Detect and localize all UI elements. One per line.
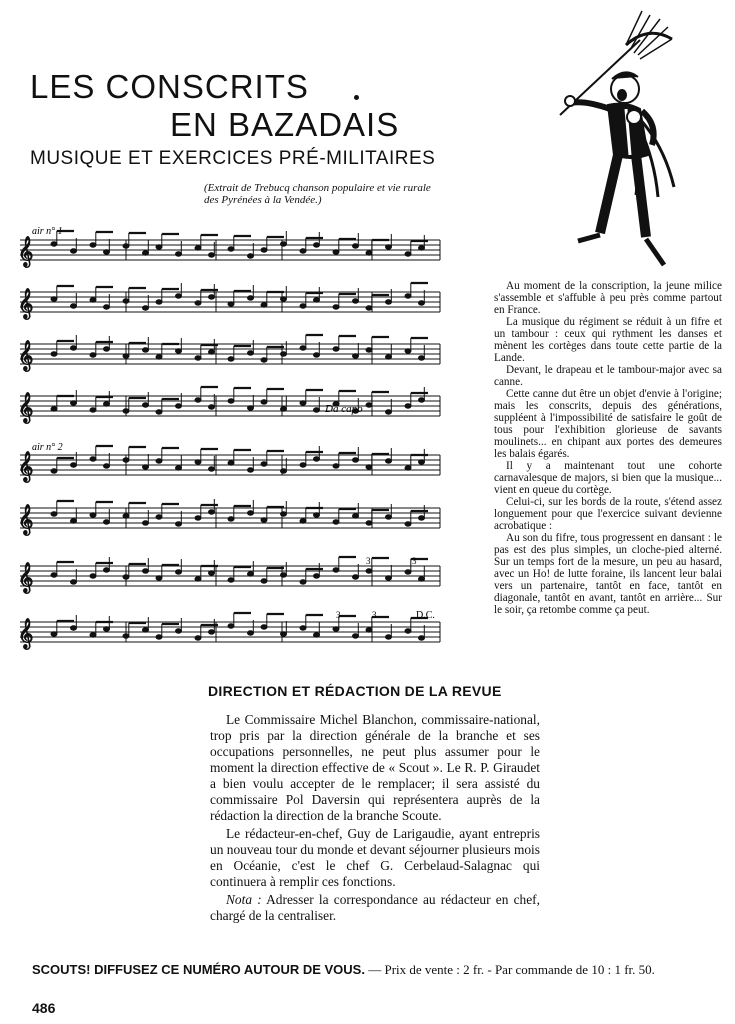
note-head xyxy=(248,406,254,410)
note-head xyxy=(228,624,234,628)
note-head xyxy=(90,633,96,637)
right-paragraph: La musique du régiment se réduit à un fifre et un tambour : ceux qui rythment les danses et mènent les cortèges dans toute cette partie de la Lande. xyxy=(494,316,722,364)
note-head xyxy=(300,304,306,308)
note-head xyxy=(333,464,339,468)
note-head xyxy=(333,305,339,309)
right-paragraph: Au son du fifre, tous progressent en dansant : le pas est des plus simples, un cloche-pied alterné. Sur un temps fort de la mesure, un peu au hasard, avec un Ho! de lutte foraine, ils lancent leur balai vers un partenaire, tantôt en face, tantôt en diagonale, tantôt en avant, tantôt en arrière... Sur le soir, ça retombe comme ça peut. xyxy=(494,532,722,616)
title-dot xyxy=(354,95,359,100)
note-head xyxy=(195,460,201,464)
note-head xyxy=(228,517,234,521)
note-head xyxy=(386,410,392,414)
note-head xyxy=(353,458,359,462)
note-head xyxy=(71,249,77,253)
note-head xyxy=(281,242,287,246)
note-head xyxy=(248,254,254,258)
note-head xyxy=(386,245,392,249)
note-head xyxy=(314,243,320,247)
note-head xyxy=(353,244,359,248)
note-head xyxy=(209,630,215,634)
note-head xyxy=(386,515,392,519)
note-head xyxy=(314,457,320,461)
note-head xyxy=(195,398,201,402)
right-paragraph: Il y a maintenant tout une cohorte carnavalesque de majors, si bien que la musique... vient en queue du cortège. xyxy=(494,460,722,496)
footer xyxy=(32,962,722,978)
right-paragraph: Cette canne dut être un objet d'envie à l'origine; mais les conscrits, depuis des générations, suppléent à l'impossibilité de satisfaire le goût de tous pour l'exhibition glorieuse de savants moulinets... en chipant aux portes des demeures les balais égarés. xyxy=(494,388,722,460)
note-head xyxy=(209,405,215,409)
note-head xyxy=(419,246,425,250)
footer-slogan: SCOUTS! DIFFUSEZ CE NUMÉRO AUTOUR DE VOUS. xyxy=(32,962,365,977)
right-paragraph: Devant, le drapeau et le tambour-major avec sa canne. xyxy=(494,364,722,388)
treble-clef-icon: 𝄞 xyxy=(18,619,34,649)
note-head xyxy=(104,568,110,572)
note-head xyxy=(195,301,201,305)
right-paragraph: Celui-ci, sur les bords de la route, s'étend assez longuement pour que l'exercice suivant devienne acrobatique : xyxy=(494,496,722,532)
note-head xyxy=(353,634,359,638)
body-paragraph xyxy=(210,892,540,924)
note-head xyxy=(419,356,425,360)
note-head xyxy=(51,352,57,356)
note-head xyxy=(51,407,57,411)
treble-clef-icon: 𝄞 xyxy=(18,341,34,371)
note-head xyxy=(209,350,215,354)
note-head xyxy=(104,520,110,524)
right-column-text xyxy=(494,280,722,616)
note-head xyxy=(333,347,339,351)
note-head xyxy=(405,294,411,298)
note-head xyxy=(228,302,234,306)
note-head xyxy=(104,250,110,254)
note-head xyxy=(156,410,162,414)
note-head xyxy=(248,572,254,576)
note-head xyxy=(419,577,425,581)
da-capo-label: Da capo xyxy=(325,403,363,415)
note-head xyxy=(195,516,201,520)
note-head xyxy=(195,356,201,360)
body-paragraph: Le Commissaire Michel Blanchon, commissaire-national, trop pris par la direction générale de la branche et ses occupations personnelles, ne peut plus assumer pour le moment la direction effective de « Scout ». Le R. P. Giraudet a bien voulu accepter de le remplacer; il sera assisté du commissaire Pol Daversin qui représentera auprès de la rédaction la direction de la branche Scoute. xyxy=(210,712,540,823)
triplet-label: 3 xyxy=(336,610,341,620)
note-head xyxy=(405,349,411,353)
note-head xyxy=(71,519,77,523)
title-line-1: LES CONSCRITS xyxy=(30,68,309,105)
note-head xyxy=(156,576,162,580)
note-head xyxy=(143,465,149,469)
note-head xyxy=(314,353,320,357)
note-head xyxy=(156,635,162,639)
note-head xyxy=(104,347,110,351)
note-head xyxy=(419,460,425,464)
note-head xyxy=(261,462,267,466)
note-head xyxy=(281,469,287,473)
note-head xyxy=(366,465,372,469)
note-head xyxy=(386,576,392,580)
note-head xyxy=(90,513,96,517)
note-head xyxy=(314,408,320,412)
note-head xyxy=(261,248,267,252)
note-head xyxy=(300,249,306,253)
note-head xyxy=(300,346,306,350)
body-paragraph: Le rédacteur-en-chef, Guy de Larigaudie, ayant entrepris un nouveau tour du monde et devant séjourner plusieurs mois en Océanie, c'est le chef G. Cerbelaud-Salagnac qui continuera à remplir ces fonctions. xyxy=(210,826,540,889)
note-head xyxy=(281,573,287,577)
note-head xyxy=(261,303,267,307)
note-head xyxy=(90,408,96,412)
note-head xyxy=(209,571,215,575)
note-head xyxy=(90,574,96,578)
note-head xyxy=(195,577,201,581)
note-head xyxy=(261,518,267,522)
note-head xyxy=(104,464,110,468)
note-head xyxy=(353,299,359,303)
note-head xyxy=(195,246,201,250)
nota-text: Adresser la correspondance au rédacteur en chef, chargé de la centraliser. xyxy=(210,892,540,923)
note-head xyxy=(90,243,96,247)
note-head xyxy=(353,575,359,579)
note-head xyxy=(261,358,267,362)
treble-clef-icon: 𝄞 xyxy=(18,563,34,593)
note-head xyxy=(419,301,425,305)
sheet-music xyxy=(20,220,445,660)
note-head xyxy=(143,251,149,255)
note-head xyxy=(90,298,96,302)
note-head xyxy=(228,399,234,403)
note-head xyxy=(156,515,162,519)
note-head xyxy=(300,401,306,405)
note-head xyxy=(195,636,201,640)
note-head xyxy=(281,632,287,636)
note-head xyxy=(405,570,411,574)
note-head xyxy=(366,521,372,525)
note-head xyxy=(353,514,359,518)
dc-label: D.C. xyxy=(416,610,435,621)
note-head xyxy=(333,568,339,572)
note-head xyxy=(143,348,149,352)
note-head xyxy=(300,463,306,467)
triplet-label: 3 xyxy=(372,610,377,620)
note-head xyxy=(71,463,77,467)
note-head xyxy=(71,304,77,308)
note-head xyxy=(366,403,372,407)
note-head xyxy=(71,580,77,584)
treble-clef-icon: 𝄞 xyxy=(18,289,34,319)
note-head xyxy=(143,306,149,310)
note-head xyxy=(176,466,182,470)
drum-major-illustration xyxy=(530,5,710,280)
note-head xyxy=(248,468,254,472)
note-head xyxy=(143,403,149,407)
note-head xyxy=(261,625,267,629)
note-head xyxy=(419,636,425,640)
note-head xyxy=(156,300,162,304)
note-head xyxy=(176,522,182,526)
note-head xyxy=(248,631,254,635)
note-head xyxy=(156,355,162,359)
footer-dash: — xyxy=(364,962,385,977)
note-head xyxy=(300,626,306,630)
footer-price: Prix de vente : 2 fr. - Par commande de 10 : 1 fr. 50. xyxy=(384,962,655,977)
note-head xyxy=(51,573,57,577)
section-heading: DIRECTION ET RÉDACTION DE LA REVUE xyxy=(208,683,502,699)
note-head xyxy=(71,346,77,350)
note-head xyxy=(228,461,234,465)
music-staff xyxy=(20,566,440,586)
note-head xyxy=(248,351,254,355)
note-head xyxy=(176,570,182,574)
note-head xyxy=(419,398,425,402)
note-head xyxy=(405,629,411,633)
note-head xyxy=(405,252,411,256)
note-head xyxy=(386,355,392,359)
note-head xyxy=(176,629,182,633)
note-head xyxy=(156,459,162,463)
note-head xyxy=(314,513,320,517)
note-head xyxy=(386,300,392,304)
note-head xyxy=(353,354,359,358)
treble-clef-icon: 𝄞 xyxy=(18,505,34,535)
note-head xyxy=(261,400,267,404)
note-head xyxy=(90,457,96,461)
note-head xyxy=(51,632,57,636)
note-head xyxy=(261,579,267,583)
triplet-label: 3 xyxy=(366,556,371,566)
note-head xyxy=(104,402,110,406)
page-number: 486 xyxy=(32,1000,56,1016)
note-head xyxy=(228,247,234,251)
note-head xyxy=(176,252,182,256)
right-paragraph: Au moment de la conscription, la jeune milice s'assemble et s'affuble à peu près comme partout en France. xyxy=(494,280,722,316)
note-head xyxy=(366,348,372,352)
treble-clef-icon: 𝄞 xyxy=(18,237,34,267)
note-head xyxy=(209,467,215,471)
air-2-label: air n° 2 xyxy=(32,442,63,453)
note-head xyxy=(281,297,287,301)
note-head xyxy=(143,521,149,525)
note-head xyxy=(209,295,215,299)
note-head xyxy=(176,294,182,298)
note-head xyxy=(176,349,182,353)
note-head xyxy=(333,520,339,524)
note-head xyxy=(405,404,411,408)
note-head xyxy=(51,297,57,301)
note-head xyxy=(248,511,254,515)
note-head xyxy=(209,510,215,514)
note-head xyxy=(51,469,57,473)
note-head xyxy=(386,459,392,463)
note-head xyxy=(333,250,339,254)
note-head xyxy=(314,298,320,302)
note-head xyxy=(366,306,372,310)
note-head xyxy=(300,519,306,523)
note-head xyxy=(405,522,411,526)
note-head xyxy=(71,626,77,630)
note-head xyxy=(405,466,411,470)
note-head xyxy=(228,578,234,582)
note-head xyxy=(143,569,149,573)
note-head xyxy=(104,305,110,309)
note-head xyxy=(228,357,234,361)
note-head xyxy=(176,404,182,408)
note-head xyxy=(386,635,392,639)
note-head xyxy=(281,407,287,411)
note-head xyxy=(314,633,320,637)
note-head xyxy=(314,574,320,578)
note-head xyxy=(366,628,372,632)
treble-clef-icon: 𝄞 xyxy=(18,393,34,423)
triplet-label: 3 xyxy=(412,556,417,566)
treble-clef-icon: 𝄞 xyxy=(18,452,34,482)
note-head xyxy=(300,580,306,584)
nota-label: Nota : xyxy=(226,892,262,907)
note-head xyxy=(156,245,162,249)
note-head xyxy=(333,627,339,631)
note-head xyxy=(104,627,110,631)
note-head xyxy=(366,251,372,255)
note-head xyxy=(51,242,57,246)
title-line-2: EN BAZADAIS xyxy=(170,106,400,143)
note-head xyxy=(71,401,77,405)
note-head xyxy=(209,253,215,257)
subtitle: MUSIQUE ET EXERCICES PRÉ-MILITAIRES xyxy=(30,148,436,169)
note-head xyxy=(419,516,425,520)
section-body xyxy=(210,712,540,926)
extract-note: (Extrait de Trebucq chanson populaire et vie rurale des Pyrénées à la Vendée.) xyxy=(204,182,431,206)
note-head xyxy=(281,352,287,356)
note-head xyxy=(248,296,254,300)
air-1-label: air n° 1 xyxy=(32,226,63,237)
note-head xyxy=(281,512,287,516)
note-head xyxy=(366,569,372,573)
note-head xyxy=(90,353,96,357)
note-head xyxy=(51,512,57,516)
note-head xyxy=(143,628,149,632)
